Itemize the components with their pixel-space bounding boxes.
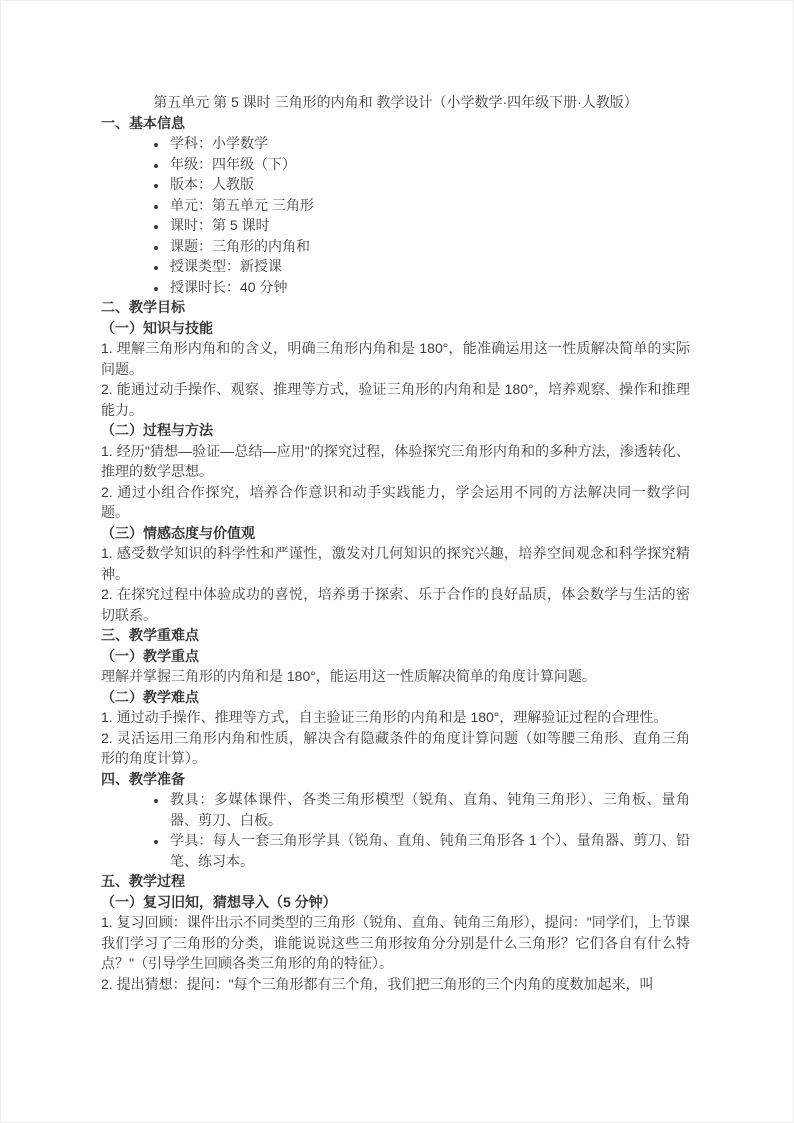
- paragraph: 1. 感受数学知识的科学性和严谨性，激发对几何知识的探究兴趣，培养空间观念和科学探究精神。: [101, 545, 690, 582]
- list-item-lesson-type: • 授课类型：新授课: [168, 256, 690, 277]
- subheading-emotion-values: （三）情感态度与价值观: [101, 524, 255, 541]
- paragraph: 2. 灵活运用三角形内角和性质，解决含有隐藏条件的角度计算问题（如等腰三角形、直角三角形的角度计算）。: [101, 729, 690, 766]
- list-item-grade: • 年级：四年级（下）: [168, 154, 690, 175]
- list-item-unit: • 单元：第五单元 三角形: [168, 195, 690, 216]
- subheading-teaching-difficulty: （二）教学难点: [101, 688, 199, 705]
- section-heading-basic-info: 一、基本信息: [101, 114, 185, 131]
- preparation-list: [101, 789, 690, 871]
- paragraph: 2. 能通过动手操作、观察、推理等方式，验证三角形的内角和是 180°，培养观察、操作和推理能力。: [101, 381, 690, 418]
- subheading-knowledge-skills: （一）知识与技能: [101, 319, 213, 336]
- doc-title: 第五单元 第 5 课时 三角形的内角和 教学设计（小学数学·四年级下册·人教版）: [153, 94, 638, 110]
- paragraph: 2. 提出猜想：提问："每个三角形都有三个角，我们把三角形的三个内角的度数加起来，叫: [101, 975, 654, 992]
- section-heading-key-points: 三、教学重难点: [101, 627, 199, 643]
- list-item-subject: • 学科：小学数学: [168, 133, 690, 154]
- list-item-teacher-tools: • 教具：多媒体课件、各类三角形模型（锐角、直角、钝角三角形）、三角板、量角器、剪刀、白板。: [168, 789, 690, 830]
- paragraph: 1. 通过动手操作、推理等方式，自主验证三角形的内角和是 180°，理解验证过程的合理性。: [101, 709, 668, 725]
- paragraph: 理解并掌握三角形的内角和是 180°，能运用这一性质解决简单的角度计算问题。: [101, 668, 596, 684]
- section-heading-process: 五、教学过程: [101, 873, 185, 889]
- list-item-lesson-no: • 课时：第 5 课时: [168, 215, 690, 236]
- subheading-review-intro: （一）复习旧知，猜想导入（5 分钟）: [101, 893, 337, 910]
- paragraph: 1. 经历"猜想—验证—总结—应用"的探究过程，体验探究三角形内角和的多种方法，渗透转化、推理的数学思想。: [101, 442, 690, 479]
- list-item-edition: • 版本：人教版: [168, 174, 690, 195]
- paragraph: 2. 通过小组合作探究，培养合作意识和动手实践能力，学会运用不同的方法解决同一数学问题。: [101, 483, 690, 520]
- list-item-student-tools: • 学具：每人一套三角形学具（锐角、直角、钝角三角形各 1 个）、量角器、剪刀、铅笔、练习本。: [168, 830, 690, 871]
- list-item-topic: • 课题：三角形的内角和: [168, 236, 690, 257]
- subheading-process-method: （二）过程与方法: [101, 422, 213, 438]
- paragraph: 2. 在探究过程中体验成功的喜悦，培养勇于探索、乐于合作的良好品质，体会数学与生活的密切联系。: [101, 586, 690, 623]
- basic-info-list: [101, 133, 690, 297]
- subheading-teaching-focus: （一）教学重点: [101, 647, 199, 664]
- list-item-duration: • 授课时长：40 分钟: [168, 277, 690, 298]
- section-heading-objectives: 二、教学目标: [101, 299, 185, 315]
- paragraph: 1. 理解三角形内角和的含义，明确三角形内角和是 180°，能准确运用这一性质解决简单的实际问题。: [101, 340, 690, 377]
- paragraph: 1. 复习回顾：课件出示不同类型的三角形（锐角、直角、钝角三角形），提问："同学们，上节课我们学习了三角形的分类，谁能说说这些三角形按角分分别是什么三角形？它们各自有什么特点？"（引导学生回顾各类三角形的角的特征）。: [101, 914, 690, 971]
- section-heading-preparation: 四、教学准备: [101, 770, 185, 787]
